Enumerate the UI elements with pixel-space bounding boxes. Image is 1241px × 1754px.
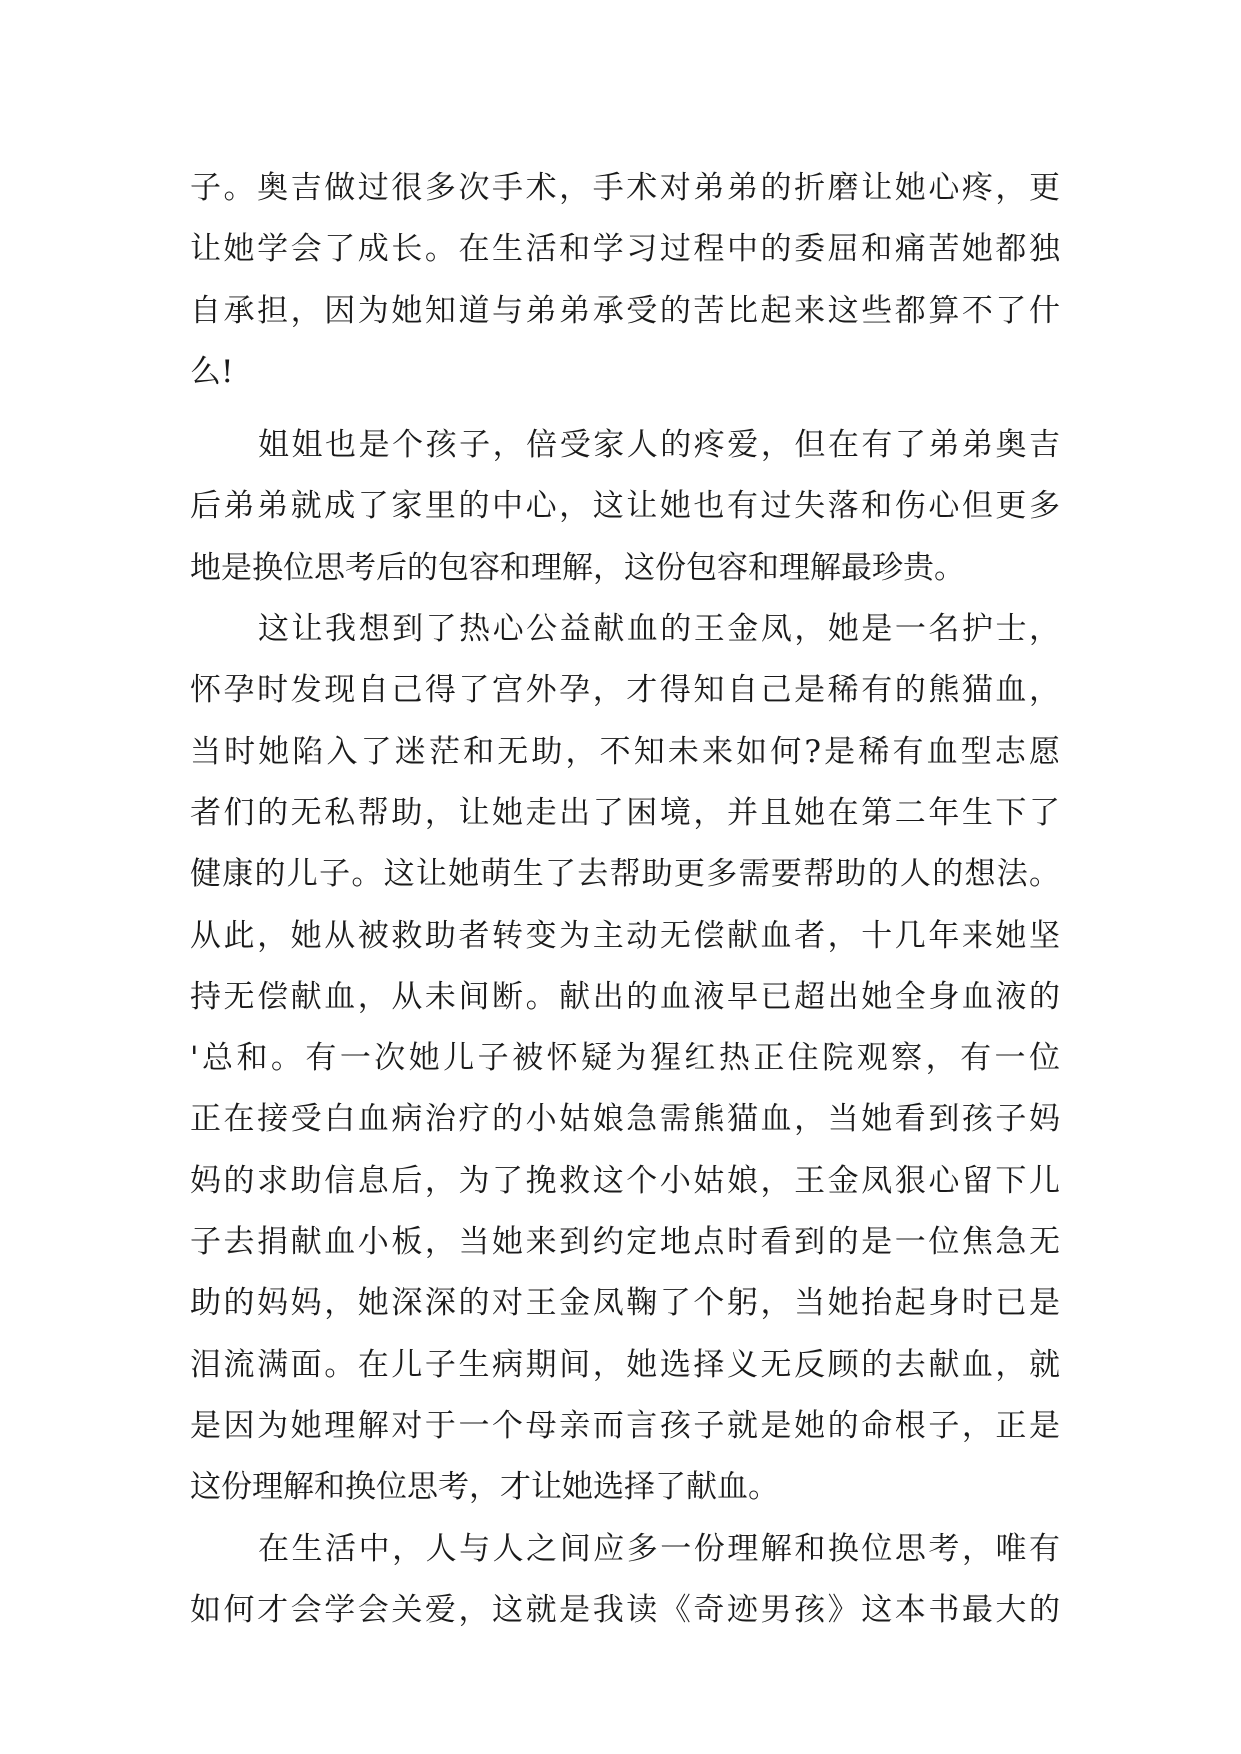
text-line: 子。奥吉做过很多次手术，手术对弟弟的折磨让她心疼，更 — [190, 170, 1060, 206]
text-line: 姐姐也是个孩子，倍受家人的疼爱，但在有了弟弟奥吉 — [258, 427, 1060, 464]
text-line: 是因为她理解对于一个母亲而言孩子就是她的命根子，正是 — [190, 1407, 1060, 1444]
text-line: 如何才会学会关爱，这就是我读《奇迹男孩》这本书最大的 — [190, 1591, 1060, 1628]
text-line: 助的妈妈，她深深的对王金凤鞠了个躬，当她抬起身时已是 — [190, 1285, 1060, 1322]
text-line: 健康的儿子。这让她萌生了去帮助更多需要帮助的人的想法。 — [190, 856, 1060, 893]
text-line: 子去捐献血小板，当她来到约定地点时看到的是一位焦急无 — [190, 1224, 1060, 1261]
text-line: 持无偿献血，从未间断。献出的血液早已超出她全身血液的 — [190, 978, 1060, 1015]
text-line: 自承担，因为她知道与弟弟承受的苦比起来这些都算不了什 — [190, 292, 1060, 329]
text-line: '总和。有一次她儿子被怀疑为猩红热正住院观察，有一位 — [190, 1040, 1060, 1077]
text-line: 泪流满面。在儿子生病期间，她选择义无反顾的去献血，就 — [190, 1346, 1060, 1383]
paragraph-3 — [190, 599, 1060, 1518]
text-line: 让她学会了成长。在生活和学习过程中的委屈和痛苦她都独 — [190, 231, 1060, 268]
paragraph-4 — [190, 1519, 1060, 1642]
text-line: 从此，她从被救助者转变为主动无偿献血者，十几年来她坚 — [190, 917, 1060, 954]
text-line: 地是换位思考后的包容和理解，这份包容和理解最珍贵。 — [190, 549, 965, 586]
text-line: 这让我想到了热心公益献血的王金凤，她是一名护士， — [258, 611, 1060, 648]
text-line: 当时她陷入了迷茫和无助，不知未来如何?是稀有血型志愿 — [190, 733, 1060, 770]
text-line: 这份理解和换位思考，才让她选择了献血。 — [190, 1469, 779, 1506]
body-text — [190, 158, 1060, 1641]
text-line: 么! — [190, 353, 234, 390]
text-line: 怀孕时发现自己得了宫外孕，才得知自己是稀有的熊猫血， — [190, 672, 1060, 709]
text-line: 妈的求助信息后，为了挽救这个小姑娘，王金凤狠心留下儿 — [190, 1162, 1060, 1199]
paragraph-2 — [190, 415, 1060, 599]
text-line: 者们的无私帮助，让她走出了困境，并且她在第二年生下了 — [190, 794, 1060, 831]
text-line: 后弟弟就成了家里的中心，这让她也有过失落和伤心但更多 — [190, 488, 1060, 525]
text-line: 在生活中，人与人之间应多一份理解和换位思考，唯有 — [258, 1530, 1060, 1567]
paragraph-1 — [190, 158, 1060, 403]
text-line: 正在接受白血病治疗的小姑娘急需熊猫血，当她看到孩子妈 — [190, 1101, 1060, 1138]
